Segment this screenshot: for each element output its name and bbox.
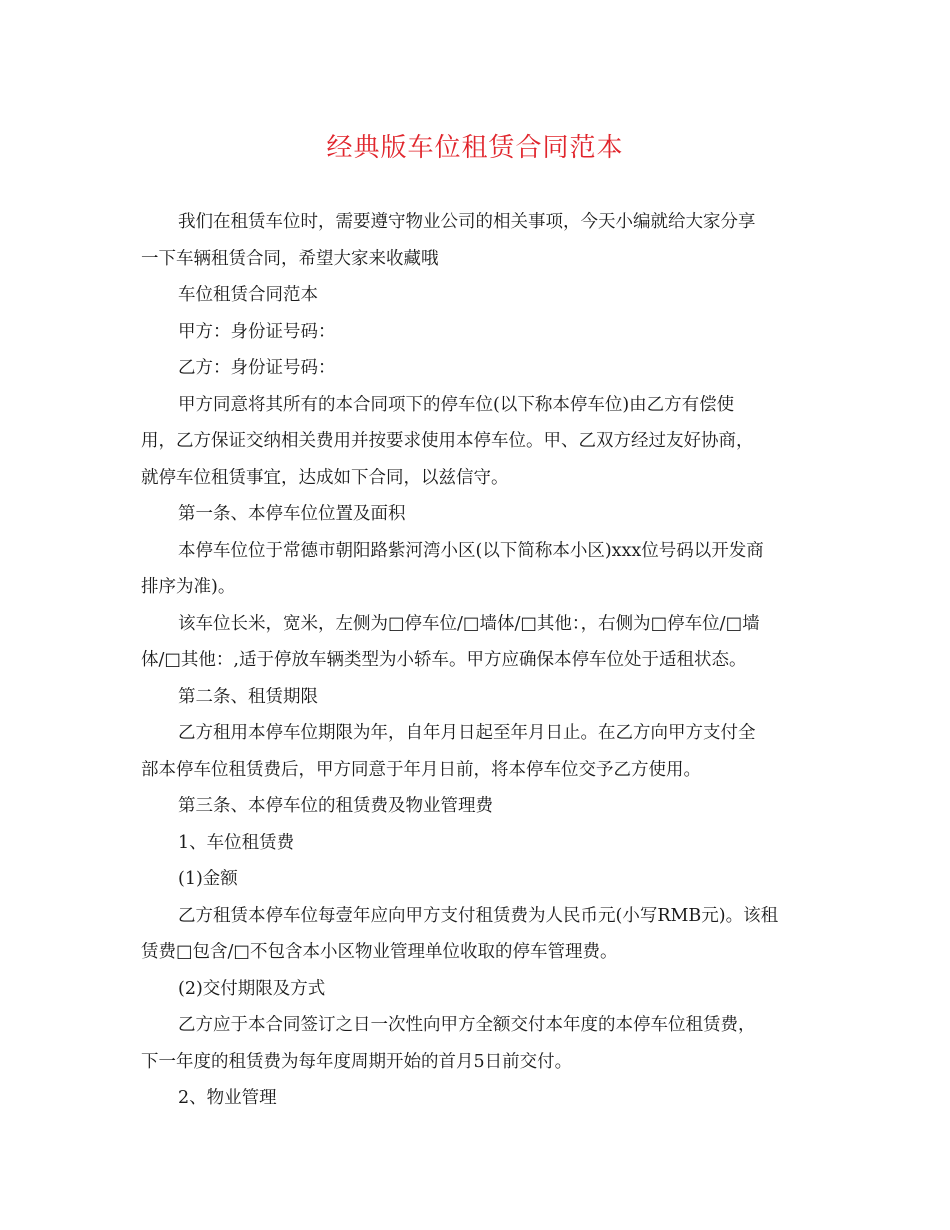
text-line: 赁费□包含/□不包含本小区物业管理单位收取的停车管理费。 — [141, 942, 618, 962]
paragraph-amount — [141, 898, 811, 971]
text-line: 我们在租赁车位时，需要遵守物业公司的相关事项，今天小编就给大家分享 — [178, 212, 756, 232]
subsection-payment-heading — [141, 971, 811, 1008]
text-line: 下一年度的租赁费为每年度周期开始的首月5日前交付。 — [141, 1051, 573, 1072]
document-body — [141, 204, 811, 1117]
text-line: 甲方同意将其所有的本合同项下的停车位(以下称本停车位)由乙方有偿使 — [178, 394, 735, 415]
text-line: 第三条、本停车位的租赁费及物业管理费 — [178, 796, 493, 816]
text-line: 就停车位租赁事宜，达成如下合同，以兹信守。 — [141, 467, 509, 488]
text-line: 乙方应于本合同签订之日一次性向甲方全额交付本年度的本停车位租赁费， — [178, 1015, 756, 1035]
text-line: 乙方：身份证号码： — [178, 358, 336, 378]
text-line: 第一条、本停车位位置及面积 — [178, 504, 406, 524]
text-line: 1、车位租赁费 — [178, 832, 295, 853]
paragraph-intro — [141, 204, 811, 277]
text-line: 甲方：身份证号码： — [178, 321, 336, 342]
text-line: 该车位长米，宽米，左侧为□停车位/□墙体/□其他：，右侧为□停车位/□墙 — [178, 613, 760, 634]
section-rent-heading — [141, 825, 811, 862]
text-line: 体/□其他：,适于停放车辆类型为小轿车。甲方应确保本停车位处于适租状态。 — [141, 650, 747, 670]
document-title: 经典版车位租赁合同范本 — [326, 133, 624, 163]
paragraph-location — [141, 533, 811, 606]
subsection-amount-heading — [141, 861, 811, 898]
paragraph-party-b — [141, 350, 811, 387]
paragraph-party-a — [141, 314, 811, 351]
article-1-heading — [141, 496, 811, 533]
paragraph-agreement — [141, 387, 811, 497]
text-line: (2)交付期限及方式 — [178, 978, 326, 999]
section-property-heading — [141, 1080, 811, 1117]
text-line: 乙方租用本停车位期限为年，自年月日起至年月日止。在乙方向甲方支付全 — [178, 723, 756, 743]
text-line: 部本停车位租赁费后，甲方同意于年月日前，将本停车位交予乙方使用。 — [141, 759, 701, 780]
article-2-heading — [141, 679, 811, 716]
paragraph-payment — [141, 1007, 811, 1080]
text-line: (1)金额 — [178, 869, 238, 889]
paragraph-dimensions — [141, 606, 811, 679]
text-line: 一下车辆租赁合同，希望大家来收藏哦 — [141, 248, 439, 269]
text-line: 乙方租赁本停车位每壹年应向甲方支付租赁费为人民币元(小写RMB元)。该租 — [178, 905, 779, 926]
paragraph-term — [141, 715, 811, 788]
article-3-heading — [141, 788, 811, 825]
paragraph-contract-title — [141, 277, 811, 314]
text-line: 用，乙方保证交纳相关费用并按要求使用本停车位。甲、乙双方经过友好协商， — [141, 431, 754, 451]
text-line: 车位租赁合同范本 — [178, 285, 318, 305]
text-line: 2、物业管理 — [178, 1088, 277, 1108]
text-line: 本停车位位于常德市朝阳路紫河湾小区(以下简称本小区)xxx位号码以开发商 — [178, 540, 764, 561]
text-line: 第二条、租赁期限 — [178, 686, 318, 707]
text-line: 排序为准)。 — [141, 577, 236, 597]
